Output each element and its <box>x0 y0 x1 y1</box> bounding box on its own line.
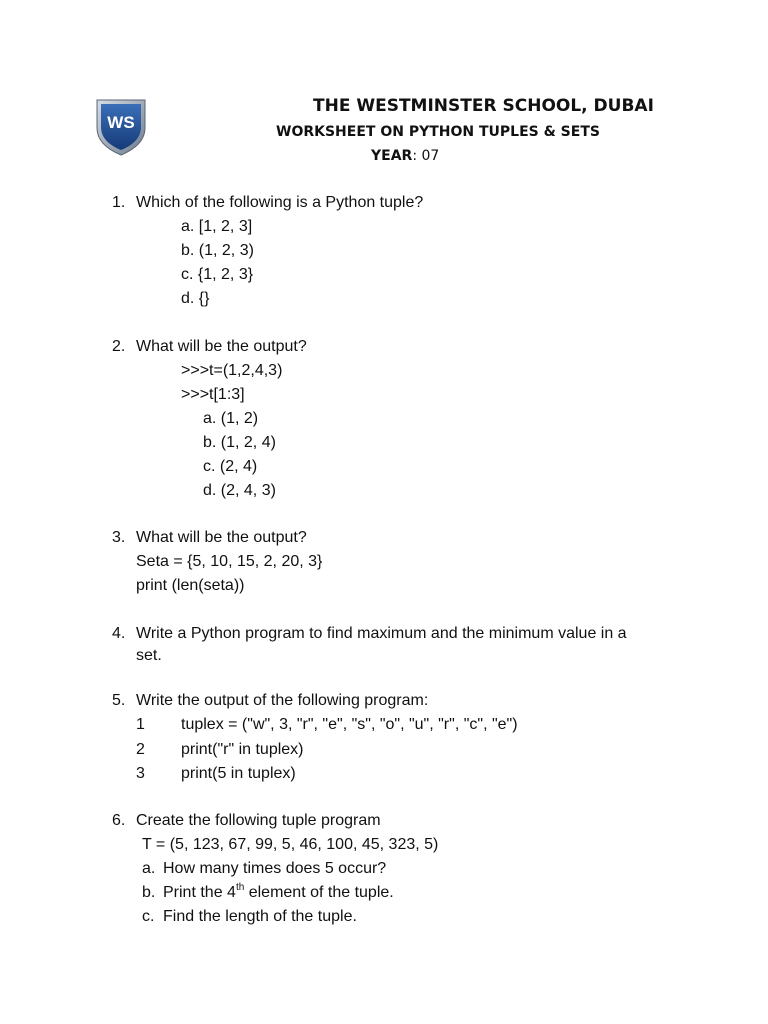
worksheet-title: WORKSHEET ON PYTHON TUPLES & SETS <box>276 124 600 140</box>
q1-text: Which of the following is a Python tuple? <box>136 194 424 211</box>
q6-item-a-letter: a. <box>142 860 156 877</box>
q4-number: 4. <box>112 625 126 642</box>
year-value: : 07 <box>412 148 440 164</box>
q2-option-b: b. (1, 2, 4) <box>203 434 276 451</box>
q2-option-c: c. (2, 4) <box>203 458 258 475</box>
q5-code-line-1: tuplex = ("w", 3, "r", "e", "s", "o", "u", "r", "c", "e") <box>181 716 518 733</box>
q5-line-number-2: 2 <box>136 741 145 758</box>
q1-option-b: b. (1, 2, 3) <box>181 242 254 259</box>
q6-item-b-letter: b. <box>142 884 156 901</box>
q6-item-b-post: element of the tuple. <box>244 884 394 901</box>
q4-text-line-1: Write a Python program to find maximum and the minimum value in a <box>136 625 627 642</box>
year-line <box>371 147 439 165</box>
q2-option-a: a. (1, 2) <box>203 410 259 427</box>
q1-option-d: d. {} <box>181 290 210 307</box>
q3-text: What will be the output? <box>136 529 307 546</box>
q2-number: 2. <box>112 338 126 355</box>
q3-number: 3. <box>112 529 126 546</box>
school-name: THE WESTMINSTER SCHOOL, DUBAI <box>313 96 654 116</box>
q6-item-c-text: Find the length of the tuple. <box>163 908 357 925</box>
q3-code-line-1: Seta = {5, 10, 15, 2, 20, 3} <box>136 553 323 570</box>
school-logo <box>95 98 147 156</box>
q5-line-number-3: 3 <box>136 765 145 782</box>
q6-item-a-text: How many times does 5 occur? <box>163 860 387 877</box>
q1-option-a: a. [1, 2, 3] <box>181 218 253 235</box>
q5-number: 5. <box>112 692 126 709</box>
q2-code-line-1: >>>t=(1,2,4,3) <box>181 362 283 379</box>
q6-tuple: T = (5, 123, 67, 99, 5, 46, 100, 45, 323, 5) <box>142 836 439 853</box>
q2-text: What will be the output? <box>136 338 307 355</box>
q1-option-c: c. {1, 2, 3} <box>181 266 254 283</box>
q5-text: Write the output of the following program: <box>136 692 429 709</box>
q6-item-c-letter: c. <box>142 908 155 925</box>
q6-text: Create the following tuple program <box>136 812 381 829</box>
q2-code-line-2: >>>t[1:3] <box>181 386 245 403</box>
q5-code-line-3: print(5 in tuplex) <box>181 765 296 782</box>
q6-item-b-pre: Print the 4 <box>163 884 236 901</box>
q6-number: 6. <box>112 812 126 829</box>
q1-number: 1. <box>112 194 126 211</box>
q3-code-line-2: print (len(seta)) <box>136 577 245 594</box>
q6-item-b-text <box>163 883 394 903</box>
logo-text: WS <box>107 113 135 132</box>
shield-icon <box>95 98 147 156</box>
q4-text-line-2: set. <box>136 647 162 664</box>
q6-item-b-superscript: th <box>235 881 245 893</box>
q5-line-number-1: 1 <box>136 716 145 733</box>
q2-option-d: d. (2, 4, 3) <box>203 482 276 499</box>
q5-code-line-2: print("r" in tuplex) <box>181 741 304 758</box>
year-label: YEAR <box>371 148 413 164</box>
